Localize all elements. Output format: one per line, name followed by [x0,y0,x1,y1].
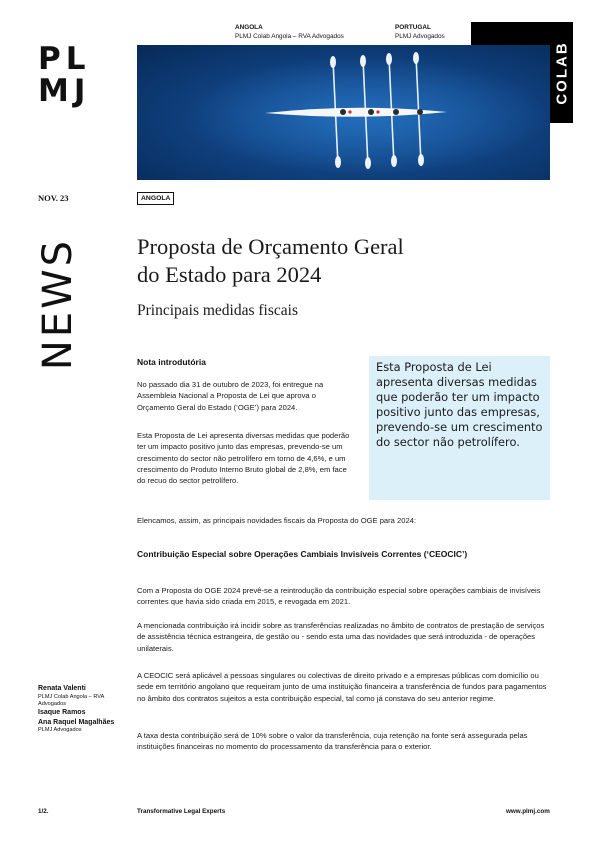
office-portugal [395,24,445,41]
ceocic-heading: Contribuição Especial sobre Operações Cambiais Invisíveis Correntes (‘CEOCIC’) [137,549,468,559]
author-entry [38,685,130,708]
author-name: Isaque Ramos [38,709,86,716]
colab-tab [550,22,573,123]
ceocic-paragraph-4: A taxa desta contribuição será de 10% sobre o valor da transferência, cuja retenção na fonte será assegurada pelas instituições financeiras no momento do processamento da transferência para o exterior. [137,731,528,752]
author-org: PLMJ Advogados [38,727,82,734]
footer-url[interactable]: www.plmj.com [506,808,550,815]
page-title [137,233,517,289]
intro-paragraph-1: No passado dia 31 de outubro de 2023, foi entregue na Assembleia Nacional a Proposta de Lei que aprova o Orçamento Geral do Estado (‘OGE’) para 2024. [137,380,324,412]
office-angola [235,24,344,41]
callout-box [369,356,550,500]
colab-label: COLAB [553,40,570,105]
author-entry [38,719,130,735]
listing-intro: Elencamos, assim, as principais novidades fiscais da Proposta do OGE para 2024: [137,516,417,525]
page-number: 1/2. [38,808,49,815]
issue-date: NOV. 23 [38,193,69,203]
ceocic-paragraph-1: Com a Proposta do OGE 2024 prevê-se a reintrodução da contribuição especial sobre operações cambiais de invisíveis correntes que havia sido criada em 2015, e revogada em 2021. [137,586,541,607]
page-subtitle: Principais medidas fiscais [137,302,298,319]
author-name: Renata Valenti [38,685,86,692]
title-line-1: Proposta de Orçamento Geral [137,234,404,259]
ceocic-paragraph-2: A mencionada contribuição irá incidir sobre as transferências realizadas no âmbito de contratos de prestação de serviços de assistência técnica estrangeira, de gestão ou - sendo esta uma das novidades que será introduzida - de operações unilaterais. [137,621,545,653]
header-black-block [471,22,550,45]
office-country: PORTUGAL [395,24,431,31]
plmj-logo [38,41,91,109]
country-badge: ANGOLA [137,192,174,205]
author-name: Ana Raquel Magalhães [38,718,115,726]
footer-tagline: Transformative Legal Experts [137,808,226,815]
intro-heading: Nota introdutória [137,357,206,367]
rowing-boat-illustration [137,45,550,180]
callout-text: Esta Proposta de Lei apresenta diversas medidas que poderão ter um impacto positivo junto das empresas, prevendo-se um crescimento do sector não petrolífero. [376,360,543,450]
ceocic-paragraph-3: A CEOCIC será aplicável a pessoas singulares ou colectivas de direito privado e a empresas públicas com domicílio ou sede em território angolano que requeiram junto de uma instituição financeira a transferência de fundos para pagamentos no âmbito dos contratos sujeitos a esta contribuição especial, tal como já constava do seu anterior regime. [137,671,547,703]
logo-line-2: MJ [38,73,91,109]
news-vertical-label [33,226,83,381]
author-org: PLMJ Colab Angola – RVA Advogados [38,693,105,707]
title-line-2: do Estado para 2024 [137,262,322,287]
intro-paragraph-2: Esta Proposta de Lei apresenta diversas medidas que poderão ter um impacto positivo junto das empresas, prevendo-se um crescimento do sector não petrolífero em torno de 4,6%, e um crescimento do Produto Interno Bruto global de 2,8%, em face do recuo do sector petrolífero. [137,431,350,486]
office-country: ANGOLA [235,24,263,31]
hero-image-rowing [137,45,550,180]
news-text: NEWS [35,237,81,370]
office-firm: PLMJ Advogados [395,32,445,40]
logo-line-1: PL [38,41,91,77]
authors-list [38,685,130,735]
author-entry [38,709,130,718]
office-firm: PLMJ Colab Angola – RVA Advogados [235,32,344,40]
